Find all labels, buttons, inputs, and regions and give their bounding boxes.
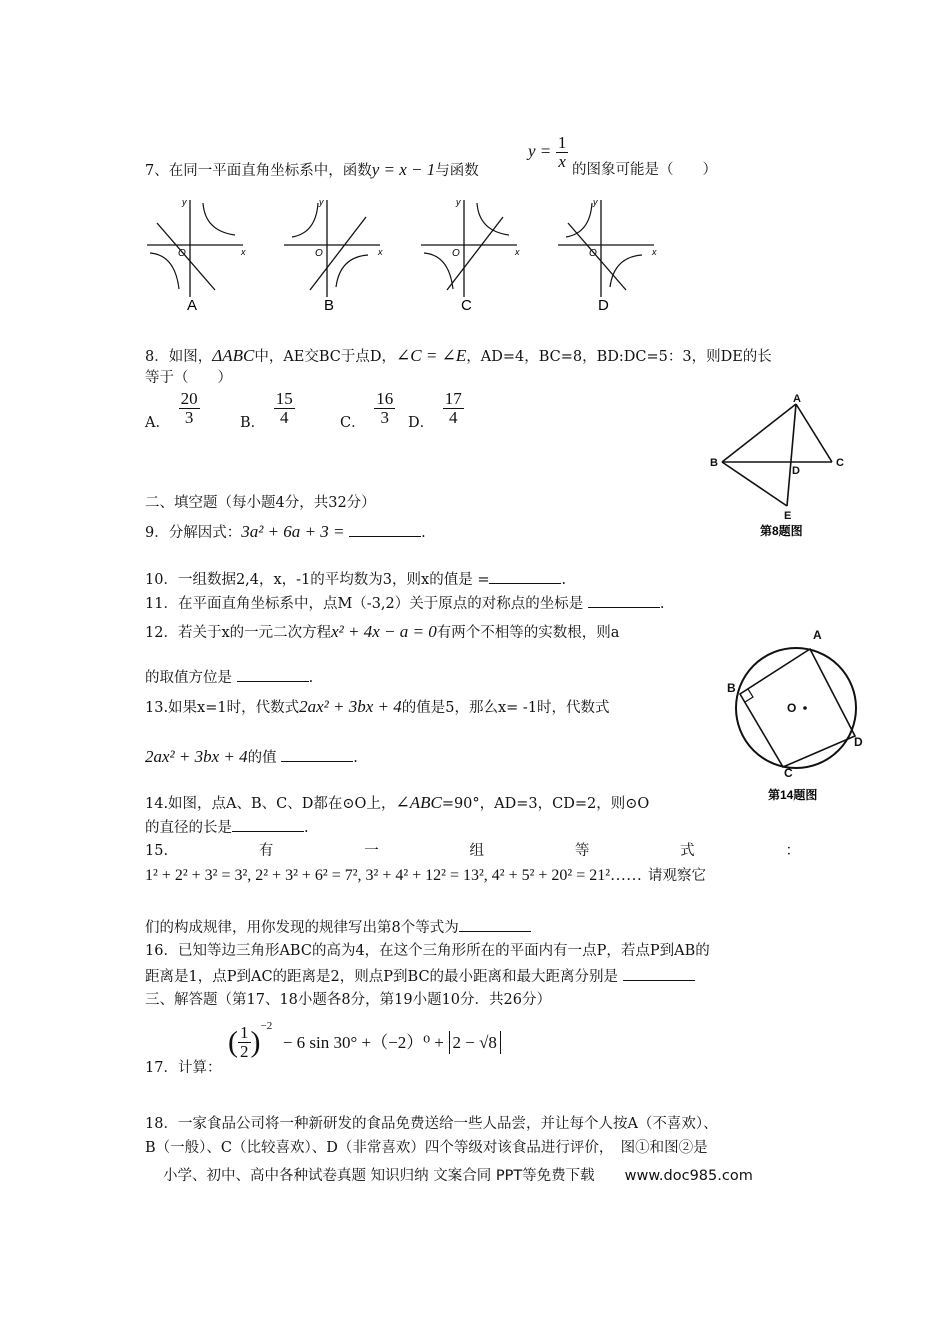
- q14-figure: [718, 622, 878, 807]
- q7-origin-label: O: [315, 248, 323, 259]
- q11: 11．在平面直角坐标系中，点M（-3,2）关于原点的对称点的坐标是 .: [145, 593, 664, 614]
- q13: 13.如果x=1时，代数式2ax² + 3bx + 4的值是5，那么x= -1时，代数式: [145, 697, 610, 716]
- q14-figure-caption: 第14题图: [768, 788, 818, 802]
- q17-label: 17．计算：: [145, 1060, 222, 1076]
- q18-line-1: 18．一家食品公司将一种新研发的食品免费送给一些人品尝，并让每个人按A（不喜欢）、: [145, 1116, 718, 1132]
- q7-origin-label: O: [178, 248, 186, 259]
- q8-figure: [700, 392, 850, 542]
- q7-axis-x-label: x: [241, 247, 246, 257]
- footer: 小学、初中、高中各种试卷真题 知识归纳 文案合同 PPT等免费下载 www.doc985.com: [163, 1168, 753, 1184]
- q7-hyperbola-branch: [336, 255, 368, 287]
- q8-label-b: B: [710, 457, 718, 469]
- q10-answer-blank[interactable]: [489, 569, 561, 584]
- q16-answer-blank[interactable]: [623, 966, 695, 981]
- q7-axis-y-label: y: [319, 197, 324, 207]
- q7-axis-x-label: x: [378, 247, 383, 257]
- q7-graph-d: [558, 197, 657, 314]
- q7-graphs: [140, 190, 670, 315]
- q11-answer-blank[interactable]: [588, 593, 660, 608]
- q8-label-a: A: [793, 393, 801, 405]
- q15-answer-blank[interactable]: [459, 917, 531, 932]
- q16-line-1: 16．已知等边三角形ABC的高为4，在这个三角形所在的平面内有一点P，若点P到AB的: [145, 943, 710, 959]
- q7-option-label: D: [598, 297, 609, 314]
- q7-hyperbola-branch: [566, 203, 592, 237]
- q7-axis-x-label: x: [652, 247, 657, 257]
- section-2-heading: 二、填空题（每小题4分，共32分）: [145, 495, 376, 511]
- q7-stem-end: 的图象可能是（ ）: [572, 162, 717, 178]
- q7-eq1: y = x − 1: [371, 160, 436, 179]
- q7-graph-c: [421, 197, 520, 314]
- q14: 14.如图，点A、B、C、D都在⊙O上，∠ABC=90°，AD=3，CD=2，则⊙O: [145, 793, 650, 812]
- q8-label-c: C: [836, 457, 844, 469]
- q10: 10．一组数据2,4，x，-1的平均数为3，则x的值是 = .: [145, 569, 566, 590]
- q7-option-label: B: [324, 297, 335, 314]
- q9: 9．分解因式：3a² + 6a + 3 = .: [145, 522, 426, 541]
- q12: 12．若关于x的一元二次方程x² + 4x − a = 0有两个不相等的实数根，则a: [145, 622, 620, 641]
- q14-line-2: 的直径的长是 .: [145, 817, 309, 838]
- q7-axis-y-label: y: [593, 197, 598, 207]
- q8-label-e: E: [784, 510, 792, 522]
- q8-figure-caption: 第8题图: [760, 524, 803, 538]
- q7-hyperbola-branch: [292, 203, 318, 237]
- q8-label-d: D: [792, 465, 800, 477]
- q15-line-2: 1² + 2² + 3² = 3², 2² + 3² + 6² = 7², 3² + 4² + 12² = 13², 4² + 5² + 20² = 21²…… 请观察它: [145, 867, 707, 884]
- q13-line-2: 2ax² + 3bx + 4的值 .: [145, 747, 358, 766]
- q7-origin-label: O: [452, 248, 460, 259]
- q14-label-a: A: [813, 628, 822, 642]
- q8-option-a: A． $\frac{20}{3}$: [145, 389, 198, 431]
- q12-answer-blank[interactable]: [237, 667, 309, 682]
- q8-option-c: C． $\frac{16}{3}$: [340, 389, 394, 431]
- q7-axis-y-label: y: [182, 197, 187, 207]
- q7-graph-a: [147, 197, 246, 314]
- q7-origin-label: O: [589, 248, 597, 259]
- q12-line-2: 的取值方位是 .: [145, 667, 313, 688]
- q7-option-label: C: [461, 297, 472, 314]
- q17-expression: ( $\frac{1}{2}$ )$^{-2}$ − 6 sin 30° +（−2）⁰ + 2 − √8: [228, 1024, 501, 1074]
- q15-line-3: 们的构成规律，用你发现的规律写出第8个等式为: [145, 917, 531, 938]
- q7-axis-y-label: y: [456, 197, 461, 207]
- q7-hyperbola-branch: [424, 253, 453, 289]
- q14-label-o: O: [787, 701, 797, 715]
- q18-line-2: B（一般）、C（比较喜欢）、D（非常喜欢）四个等级对该食品进行评价， 图①和图②是: [145, 1140, 708, 1156]
- section-3-heading: 三、解答题（第17、18小题各8分，第19小题10分．共26分）: [145, 992, 551, 1008]
- q8-stem: 8．如图，ΔABC中，AE交BC于点D，∠C = ∠E，AD=4，BC=8，BD:DC=5：3，则DE的长: [145, 346, 772, 365]
- q7-hyperbola-branch: [610, 255, 642, 287]
- q14-label-b: B: [727, 681, 736, 695]
- q16-line-2: 距离是1，点P到AC的距离是2，则点P到BC的最小距离和最大距离分别是: [145, 966, 695, 987]
- q7-line: [157, 223, 215, 290]
- footer-url[interactable]: www.doc985.com: [624, 1168, 753, 1184]
- q8-option-d: D． $\frac{17}{4}$: [408, 389, 462, 431]
- q7-axis-x-label: x: [515, 247, 520, 257]
- q7-stem: 7、在同一平面直角坐标系中，函数y = x − 1与函数: [145, 160, 479, 179]
- q14-label-c: C: [784, 766, 793, 780]
- q9-answer-blank[interactable]: [349, 522, 421, 537]
- q14-answer-blank[interactable]: [232, 817, 304, 832]
- q8-stem-2: 等于（ ）: [145, 370, 232, 386]
- q7-hyperbola-branch: [150, 253, 179, 289]
- q7-hyperbola-branch: [203, 203, 235, 235]
- q7-graph-b: [284, 197, 383, 314]
- q14-label-d: D: [854, 735, 863, 749]
- q7-option-label: A: [187, 297, 198, 314]
- q13-answer-blank[interactable]: [281, 747, 353, 762]
- q7-eq2: y = $\frac{1}{x}$: [528, 133, 567, 171]
- q15-line-1: 15. 有 一 组 等 式 ：: [145, 843, 800, 859]
- q8-option-b: B． $\frac{15}{4}$: [240, 389, 293, 431]
- q7-line: [568, 223, 626, 290]
